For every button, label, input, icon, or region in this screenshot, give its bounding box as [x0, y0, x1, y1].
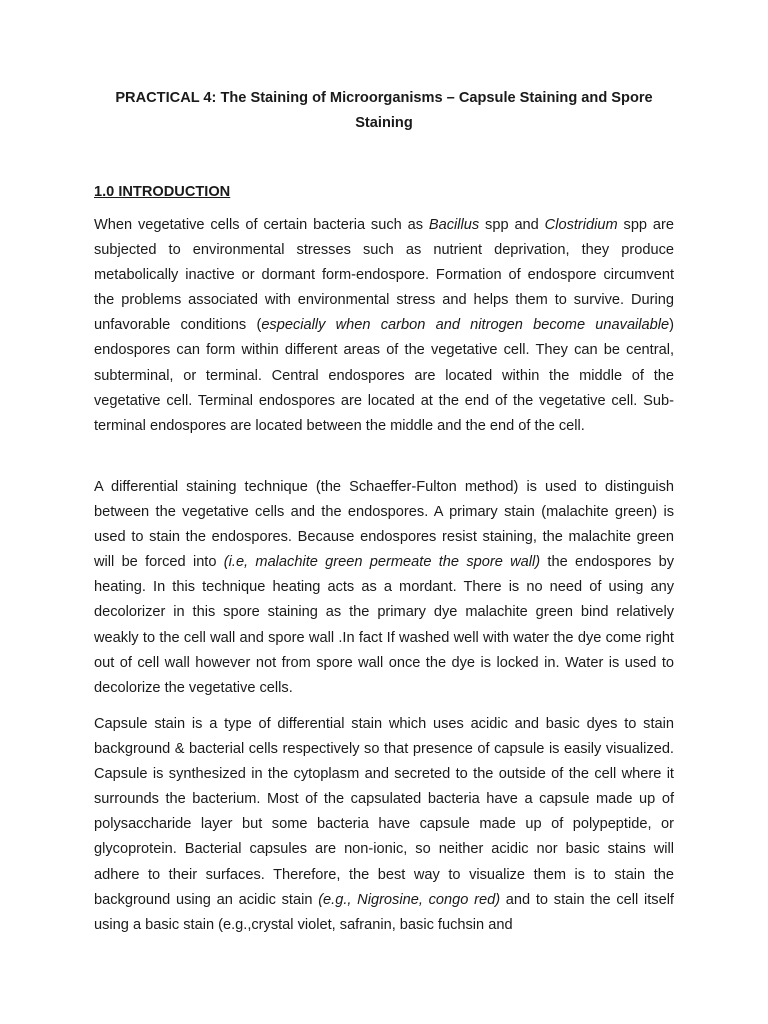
- text-run: When vegetative cells of certain bacteria such as: [94, 217, 429, 233]
- text-run: and to stain the cell itself using a basic stain (e.g.,crystal violet, safranin, basic fuchsin and: [94, 891, 674, 933]
- italic-text: especially when carbon and nitrogen become unavailable: [261, 317, 670, 334]
- text-run: ) endospores can form within different areas of the vegetative cell. They can be central, subterminal, or terminal. Central endospores are located within the middle of the vegetative cell. Terminal endospores are located at the end of the vegetative cell. Sub-terminal endospores are located between the middle and the end of the cell.: [94, 317, 675, 434]
- section-heading: 1.0 INTRODUCTION: [94, 184, 231, 200]
- text-run: spp are subjected to environmental stresses such as nutrient deprivation, they produce metabolically inactive or dormant form-endospore. Formation of endospore circumvent the problems associated with environmental stress and helps them to survive. During unfavorable conditions (: [94, 217, 675, 334]
- paragraph-endospores: [94, 213, 674, 439]
- paragraph-capsule-stain: [94, 712, 674, 938]
- text-run: Capsule stain is a type of differential stain which uses acidic and basic dyes to stain background & bacterial cells respectively so that presence of capsule is easily visualized. Capsule is synthesized in the cytoplasm and secreted to the outside of the cell where it surrounds the bacterium. Most of the capsulated bacteria have a capsule made up of polysaccharide layer but some bacteria have capsule made up of polypeptide, or glycoprotein. Bacterial capsules are non-ionic, so neither acidic nor basic stains will adhere to their surfaces. Therefore, the best way to visualize them is to stain the background using an acidic stain: [94, 716, 674, 908]
- text-run: spp and: [479, 217, 545, 233]
- italic-text: Bacillus: [428, 217, 480, 233]
- document-title: PRACTICAL 4: The Staining of Microorganisms – Capsule Staining and Spore Staining: [115, 90, 653, 131]
- italic-text: (e.g., Nigrosine, congo red): [318, 891, 501, 908]
- italic-text: (i.e, malachite green permeate the spore wall): [223, 554, 541, 571]
- text-run: the endospores by heating. In this technique heating acts as a mordant. There is no need of using any decolorizer in this spore staining as the primary dye malachite green bind relatively weakly to the cell wall and spore wall .In fact If washed well with water the dye come right out of cell wall however not from spore wall once the dye is locked in. Water is used to decolorize the vegetative cells.: [94, 554, 674, 696]
- text-run: A differential staining technique (the Schaeffer-Fulton method) is used to distinguish between the vegetative cells and the endospores. A primary stain (malachite green) is used to stain the endospores. Because endospores resist staining, the malachite green will be forced into: [94, 479, 674, 571]
- italic-text: Clostridium: [544, 217, 618, 233]
- paragraph-spore-staining: [94, 475, 674, 701]
